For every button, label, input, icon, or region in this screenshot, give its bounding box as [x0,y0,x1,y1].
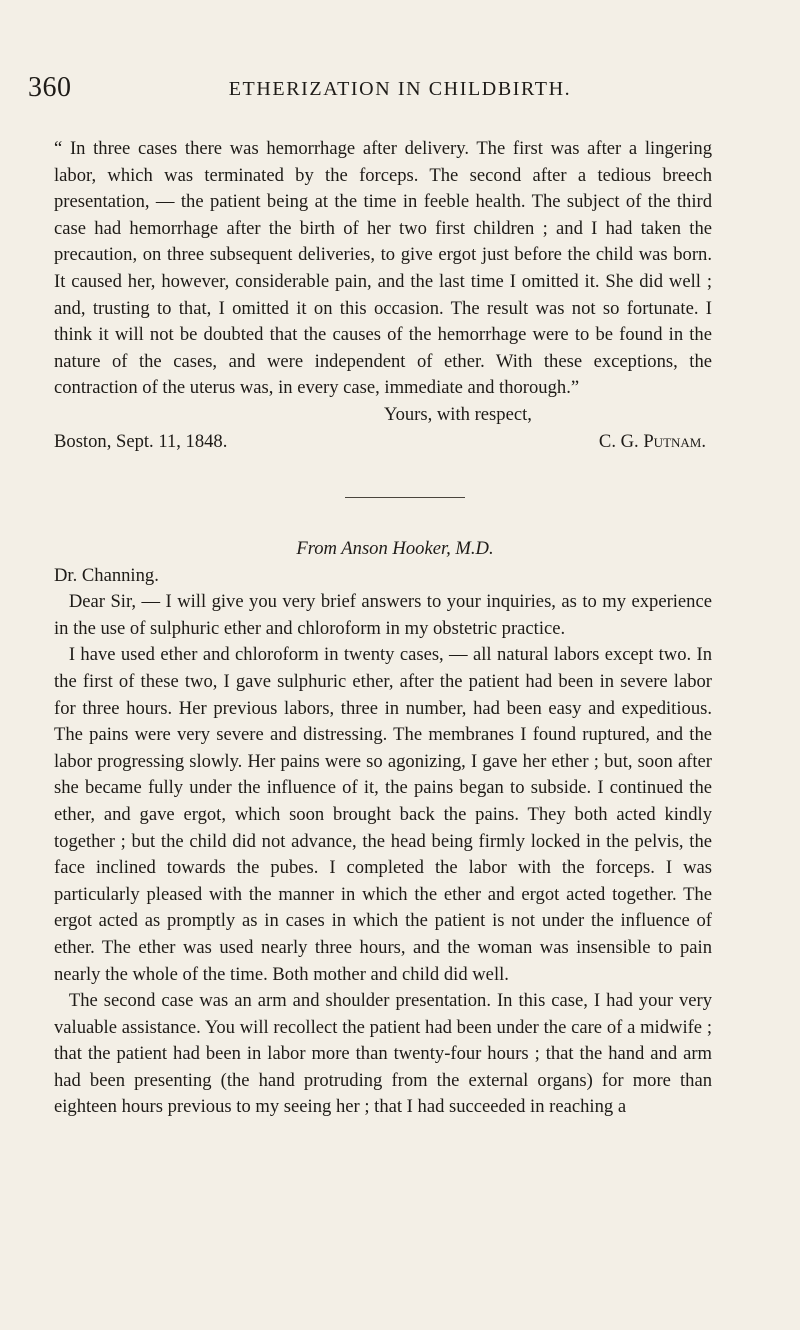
paragraph: The second case was an arm and shoulder presentation. In this case, I had your very valuable assistance. You will recollect the patient had been under the care of a midwife ; that the patient had been in labor more than twenty-four hours ; that the hand and arm had been presenting (the hand protruding from the external organs) for more than eighteen hours previous to my seeing her ; that I had succeeded in reaching a [54,990,712,1118]
letter-closing: Yours, with respect, [384,403,532,425]
quoted-paragraph: “ In three cases there was hemorrhage after delivery. The first was after a lingering labor, which was terminated by the forceps. The second after a tedious breech presentation, — the patient being at the time in feeble health. The subject of the third case had hemorrhage after the birth of her two first children ; and I had taken the precaution, on three subsequent deliveries, to give ergot just before the child was born. It caused her, however, considerable pain, and the last time I omitted it. She did well ; and, trusting to that, I omitted it on this occasion. The result was not so fortunate. I think it will not be doubted that the causes of the hemorrhage were to be found in the nature of the cases, and were independent of ether. With these exceptions, the contraction of the uterus was, in every case, immediate and thorough.” [54,138,712,399]
addressee: Dr. Channing. [54,564,159,586]
putnam-letter-excerpt [54,136,712,455]
page-number: 360 [28,72,72,103]
section-divider [345,497,465,498]
letter-heading: From Anson Hooker, M.D. [296,538,494,559]
hooker-letter [54,536,712,1121]
paragraph: I have used ether and chloroform in twenty cases, — all natural labors except two. In the first of these two, I gave sulphuric ether, after the patient had been in severe labor for three hours. Her previous labors, three in number, had been easy and expeditious. The pains were very severe and distressing. The membranes I found ruptured, and the labor progressing slowly. Her pains were so agonizing, I gave her ether ; but, soon after she became fully under the influence of it, the pains began to subside. I continued the ether, and gave ergot, which soon brought back the pains. They both acted kindly together ; but the child did not advance, the head being firmly locked in the pelvis, the face inclined towards the pubes. I completed the labor with the forceps. I was particularly pleased with the manner in which the ether and ergot acted together. The ergot acted as promptly as in cases in which the patient is not under the influence of ether. The ether was used nearly three hours, and the woman was insensible to pain nearly the whole of the time. Both mother and child did well. [54,644,712,985]
signature: C. G. Putnam. [598,430,706,452]
page-header [0,72,800,106]
paragraph: Dear Sir, — I will give you very brief answers to your inquiries, as to my experience in the use of sulphuric ether and chloroform in my obstetric practice. [54,591,712,639]
running-head: ETHERIZATION IN CHILDBIRTH. [228,78,572,100]
place-date: Boston, Sept. 11, 1848. [54,430,228,452]
signature-line [54,429,712,456]
